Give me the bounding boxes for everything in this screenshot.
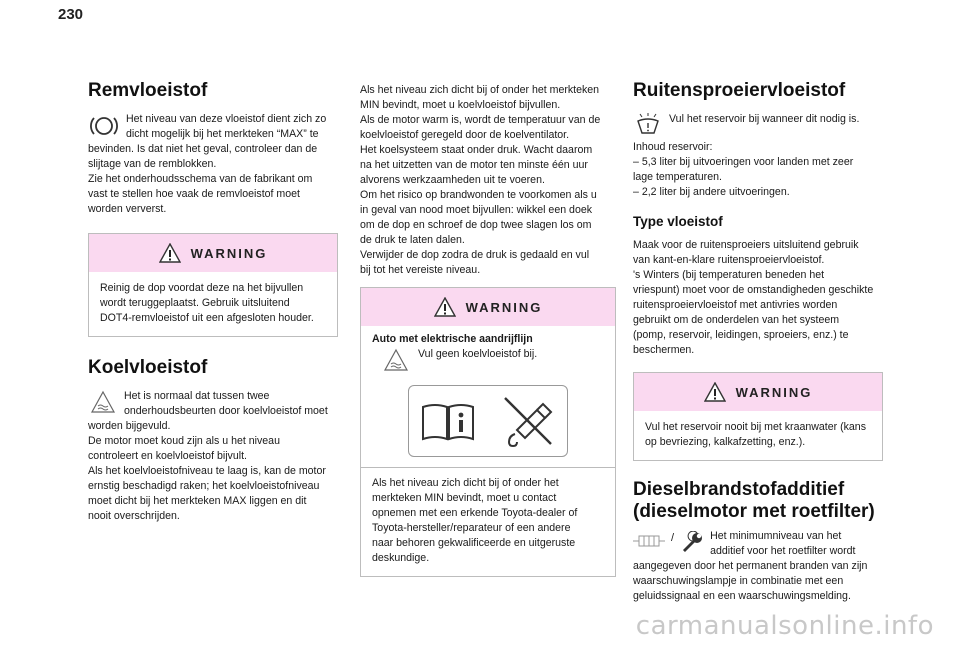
coolant-text-line: nooit overschrijden. bbox=[88, 510, 180, 522]
coolant-text-line: controleert en koelvloeistof bijvult. bbox=[88, 450, 247, 462]
warning-text-line: op bevriezing, kalkafzetting, enz.). bbox=[645, 436, 806, 448]
column-middle bbox=[360, 83, 616, 577]
coolant-continued-line: Verwijder de dop zodra de druk is gedaald en vul bbox=[360, 249, 590, 261]
coolant-text-line: moet dicht bij het merkteken MAX liggen en dit bbox=[88, 495, 307, 507]
warning-text-line: DOT4-remvloeistof uit een afgesloten houder. bbox=[100, 312, 314, 324]
brake-text-line: slijtage van de remblokken. bbox=[88, 158, 217, 170]
warning-box-washer bbox=[633, 372, 883, 461]
diesel-title-line: Dieselbrandstofadditief bbox=[633, 479, 845, 500]
coolant-continued-line: Als de motor warm is, wordt de temperatuur van de bbox=[360, 114, 601, 126]
warning-triangle-icon bbox=[159, 243, 181, 263]
brake-text-line: Zie het onderhoudsschema van de fabrikant om bbox=[88, 173, 313, 185]
coolant-continued-line: Om het risico op brandwonden te voorkomen als u bbox=[360, 189, 597, 201]
fluid-type-line: (pomp, reservoir, leidingen, sproeiers, enz.) te bbox=[633, 329, 849, 341]
coolant-continued-line: om de dop en schroef de dop twee slagen los om bbox=[360, 219, 592, 231]
capacity-label: Inhoud reservoir: bbox=[633, 141, 713, 153]
coolant-text-line: De motor moet koud zijn als u het niveau bbox=[88, 435, 280, 447]
coolant-continued-line: in geval van nood moet bijvullen: wikkel een doek bbox=[360, 204, 593, 216]
warning-text-line: Toyota-hersteller/reparateur of een andere bbox=[372, 522, 571, 534]
no-refill-bottle-icon bbox=[497, 392, 557, 450]
fluid-type-line: beschermen. bbox=[633, 344, 695, 356]
manual-book-icon bbox=[419, 399, 477, 443]
washer-fluid-icon bbox=[633, 112, 663, 136]
warning-text-line: naar behoren gekwalificeerde en uitgeruste bbox=[372, 537, 576, 549]
warning-text-line: deskundige. bbox=[372, 552, 430, 564]
washer-fluid-title: Ruitensproeiervloeistof bbox=[633, 80, 846, 101]
diesel-text-line: Het minimumniveau van het bbox=[710, 530, 842, 542]
warning-label: WARNING bbox=[190, 245, 268, 261]
fluid-type-line: van kant-en-klare ruitensproeiervloeistof. bbox=[633, 254, 825, 266]
warning-text-line: Reinig de dop voordat deze na het bijvullen bbox=[100, 282, 304, 294]
fluid-type-line: 's Winters (bij temperaturen beneden het bbox=[633, 269, 825, 281]
coolant-continued-line: MIN bevindt, moet u koelvloeistof bijvullen. bbox=[360, 99, 561, 111]
brake-text-line: bevinden. Is dat niet het geval, controleer dan de bbox=[88, 143, 318, 155]
warning-header bbox=[89, 234, 337, 272]
brake-warning-icon bbox=[88, 112, 120, 140]
capacity-line: – 5,3 liter bij uitvoeringen voor landen met zeer bbox=[633, 156, 854, 168]
page-number: 230 bbox=[58, 6, 84, 23]
diesel-text-line: geluidssignaal en een waarschuwingsmelding. bbox=[633, 590, 851, 602]
coolant-continued-line: Het koelsysteem staat onder druk. Wacht daarom bbox=[360, 144, 593, 156]
diesel-additive-title bbox=[633, 479, 883, 523]
warning-header bbox=[634, 373, 882, 411]
wrench-icon bbox=[680, 531, 704, 555]
capacity-line: lage temperaturen. bbox=[633, 171, 722, 183]
diesel-title-line: (dieselmotor met roetfilter) bbox=[633, 501, 875, 522]
warning-header bbox=[361, 288, 615, 326]
coolant-continued-line: bij tot het vereiste niveau. bbox=[360, 264, 481, 276]
capacity-line: – 2,2 liter bij andere uitvoeringen. bbox=[633, 186, 790, 198]
warning-text-line: wordt teruggeplaatst. Gebruik uitsluitend bbox=[100, 297, 290, 309]
warning-icon-text: Vul geen koelvloeistof bij. bbox=[418, 348, 538, 360]
coolant-continued-line: Als het niveau zich dicht bij of onder het merkteken bbox=[360, 84, 600, 96]
warning-box-brake bbox=[88, 233, 338, 337]
warning-triangle-icon bbox=[434, 297, 456, 317]
coolant-continued-line: koelvloeistof geregeld door de koelventilator. bbox=[360, 129, 570, 141]
coolant-continued-line: alvorens werkzaamheden uit te voeren. bbox=[360, 174, 545, 186]
warning-label: WARNING bbox=[735, 384, 813, 400]
coolant-warning-icon bbox=[88, 389, 118, 415]
diesel-text-line: additief voor het roetfilter wordt bbox=[710, 545, 856, 557]
coolant-title: Koelvloeistof bbox=[88, 357, 208, 378]
warning-box-ev bbox=[360, 287, 616, 577]
icon-separator: / bbox=[671, 532, 675, 544]
coolant-text-line: Als het koelvloeistofniveau te laag is, kan de motor bbox=[88, 465, 326, 477]
column-left bbox=[88, 80, 338, 524]
diesel-text-line: aangegeven door het permanent branden van zijn bbox=[633, 560, 868, 572]
fluid-type-line: Maak voor de ruitensproeiers uitsluitend gebruik bbox=[633, 239, 859, 251]
warning-triangle-icon bbox=[704, 382, 726, 402]
warning-text-line: Vul het reservoir nooit bij met kraanwater (kans bbox=[645, 421, 866, 433]
coolant-text-line: worden bijgevuld. bbox=[88, 420, 171, 432]
brake-text-line: worden ververst. bbox=[88, 203, 167, 215]
coolant-text-line: ernstig beschadigd raken; het koelvloeistofniveau bbox=[88, 480, 320, 492]
warning-text-line: Als het niveau zich dicht bij of onder het bbox=[372, 477, 559, 489]
no-refill-illustration bbox=[408, 385, 568, 457]
warning-label: WARNING bbox=[465, 299, 543, 315]
coolant-continued-line: de druk te laten dalen. bbox=[360, 234, 465, 246]
warning-subtitle: Auto met elektrische aandrijflijn bbox=[372, 333, 533, 345]
particle-filter-icon bbox=[633, 531, 665, 551]
coolant-continued-line: na het uitzetten van de motor ten minste één uur bbox=[360, 159, 588, 171]
brake-text-line: Het niveau van deze vloeistof dient zich zo bbox=[126, 113, 327, 125]
fluid-type-line: gebruikt om de onderdelen van het systeem bbox=[633, 314, 840, 326]
diesel-icons bbox=[633, 529, 704, 559]
fluid-type-title: Type vloeistof bbox=[633, 214, 723, 229]
watermark: carmanualsonline.info bbox=[635, 611, 934, 641]
coolant-text-line: onderhoudsbeurten door koelvloeistof moet bbox=[124, 405, 328, 417]
warning-text-line: merkteken MIN bevindt, moet u contact bbox=[372, 492, 557, 504]
brake-text-line: dicht mogelijk bij het merkteken “MAX” te bbox=[126, 128, 319, 140]
diesel-text-line: waarschuwingslampje in combinatie met een bbox=[633, 575, 844, 587]
coolant-hazard-icon bbox=[380, 347, 412, 373]
fluid-type-line: vriespunt) moet voor de omstandigheden geschikte bbox=[633, 284, 874, 296]
column-right bbox=[633, 80, 883, 604]
brake-text-line: vast te stellen hoe vaak de remvloeistof moet bbox=[88, 188, 300, 200]
brake-fluid-title: Remvloeistof bbox=[88, 80, 208, 101]
washer-intro: Vul het reservoir bij wanneer dit nodig is. bbox=[669, 113, 860, 125]
warning-text-line: opnemen met een erkende Toyota-dealer of bbox=[372, 507, 578, 519]
coolant-text-line: Het is normaal dat tussen twee bbox=[124, 390, 270, 402]
fluid-type-line: ruitensproeiervloeistof met antivries worden bbox=[633, 299, 838, 311]
